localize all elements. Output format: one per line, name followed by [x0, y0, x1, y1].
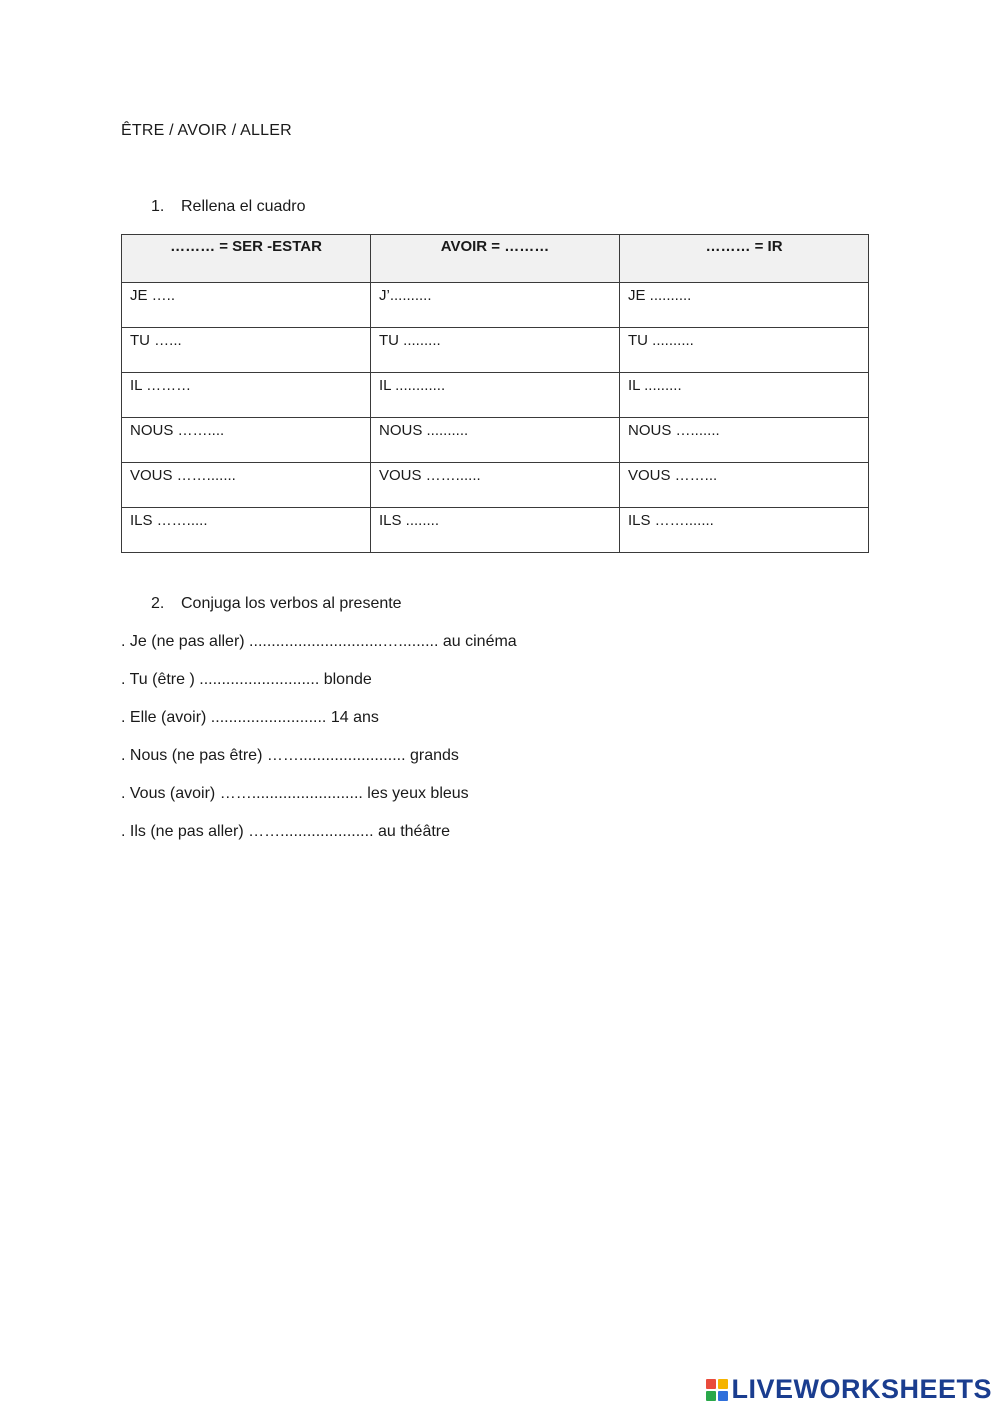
table-cell[interactable]: IL ......... — [620, 373, 869, 418]
table-cell[interactable]: IL ……… — [122, 373, 371, 418]
liveworksheets-logo — [706, 1374, 992, 1405]
header-aller: ……… = IR — [620, 235, 869, 283]
table-cell[interactable]: ILS ……....... — [620, 508, 869, 553]
logo-square-red — [706, 1379, 716, 1389]
sentence-item[interactable]: . Je (ne pas aller) ..............................…......... au cinéma — [121, 633, 517, 650]
header-avoir: AVOIR = ……… — [371, 235, 620, 283]
table-cell[interactable]: J’.......... — [371, 283, 620, 328]
table-cell[interactable]: ILS ……..... — [122, 508, 371, 553]
sentence-item[interactable]: . Ils (ne pas aller) ……..................... au théâtre — [121, 823, 451, 840]
logo-text: LIVEWORKSHEETS — [731, 1374, 992, 1404]
table-cell[interactable]: VOUS ……...... — [371, 463, 620, 508]
table-cell[interactable]: VOUS ……... — [620, 463, 869, 508]
table-cell[interactable]: TU .......... — [620, 328, 869, 373]
table-cell[interactable]: VOUS ……....... — [122, 463, 371, 508]
table-cell[interactable]: JE ….. — [122, 283, 371, 328]
table-cell[interactable]: JE .......... — [620, 283, 869, 328]
table-header-row — [122, 235, 869, 283]
table-cell[interactable]: ILS ........ — [371, 508, 620, 553]
section-1-label: Rellena el cuadro — [181, 198, 306, 215]
section-1-heading — [151, 198, 306, 216]
sentence-item[interactable]: . Tu (être ) ........................... blonde — [121, 671, 372, 688]
table-row — [122, 463, 869, 508]
table-cell[interactable]: NOUS .......... — [371, 418, 620, 463]
worksheet-title: ÊTRE / AVOIR / ALLER — [121, 122, 292, 139]
table-row — [122, 418, 869, 463]
section-2-heading — [151, 595, 402, 613]
table-cell[interactable]: TU …... — [122, 328, 371, 373]
table-row — [122, 328, 869, 373]
sentence-item[interactable]: . Nous (ne pas être) ……........................ grands — [121, 747, 459, 764]
logo-icon — [706, 1379, 728, 1401]
sentence-item[interactable]: . Elle (avoir) .......................... 14 ans — [121, 709, 379, 726]
header-etre: ……… = SER -ESTAR — [122, 235, 371, 283]
table-row — [122, 373, 869, 418]
logo-square-green — [706, 1391, 716, 1401]
section-2-number: 2. — [151, 595, 165, 612]
sentence-item[interactable]: . Vous (avoir) ……......................... les yeux bleus — [121, 785, 469, 802]
logo-square-blue — [718, 1391, 728, 1401]
section-2-label: Conjuga los verbos al presente — [181, 595, 402, 612]
table-cell[interactable]: NOUS …....... — [620, 418, 869, 463]
section-1-number: 1. — [151, 198, 165, 215]
table-cell[interactable]: NOUS …….... — [122, 418, 371, 463]
table-cell[interactable]: TU ......... — [371, 328, 620, 373]
table-row — [122, 283, 869, 328]
table-cell[interactable]: IL ............ — [371, 373, 620, 418]
conjugation-table — [121, 234, 869, 553]
logo-square-yellow — [718, 1379, 728, 1389]
table-row — [122, 508, 869, 553]
exercise-sentences — [121, 633, 517, 861]
